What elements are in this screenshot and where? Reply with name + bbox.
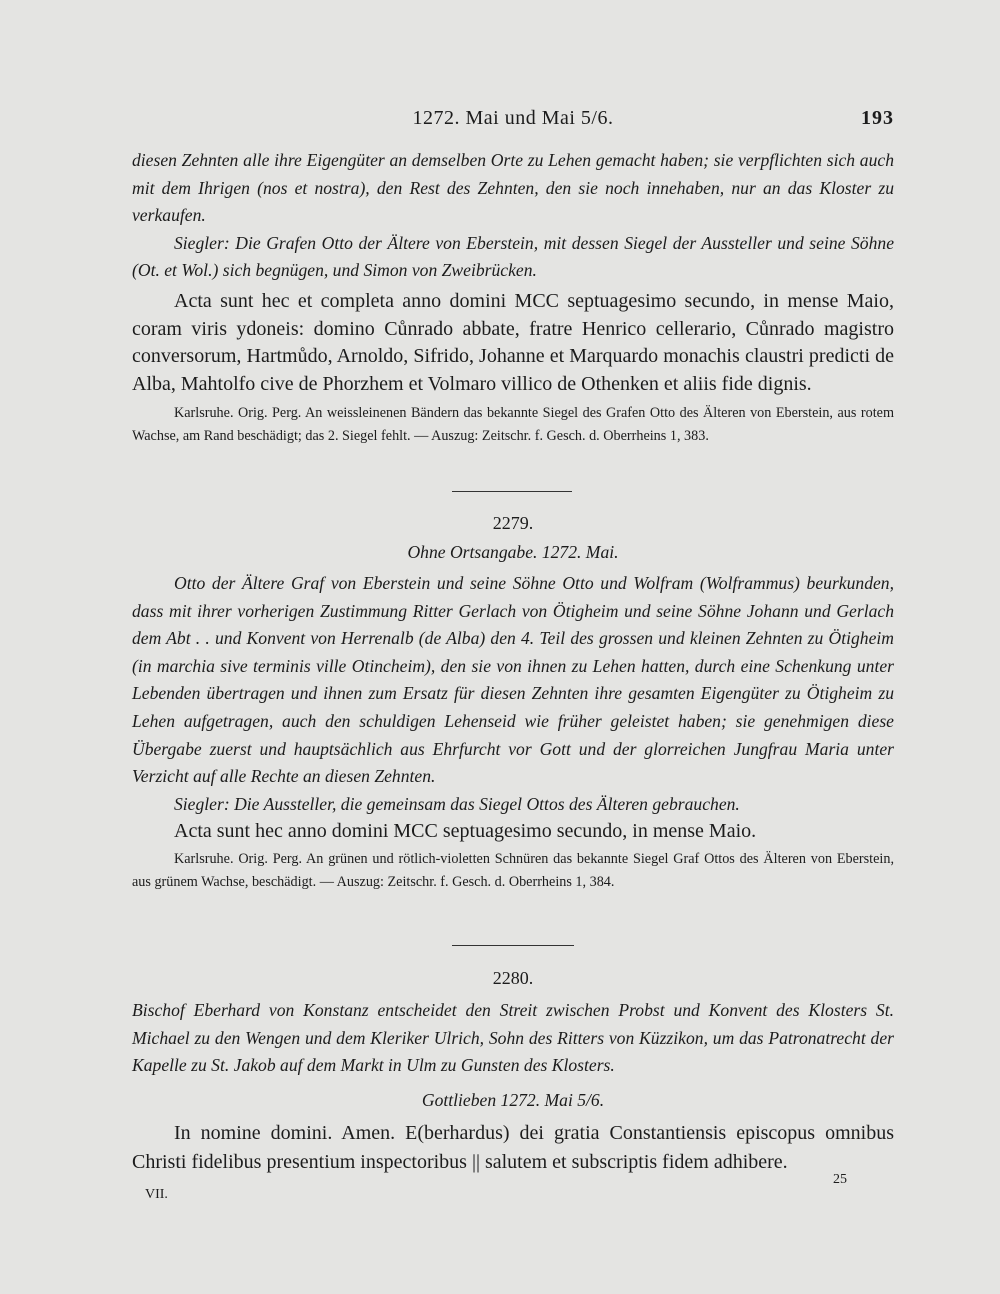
siegler-note: Siegler: Die Aussteller, die gemeinsam das Siegel Ottos des Älteren gebrauchen. (174, 793, 740, 814)
place-date: Gottlieben 1272. Mai 5/6. (421, 1089, 605, 1110)
regest: Bischof Eberhard von Konstanz entscheidet den Streit zwischen Probst und Konvent des Klosters St. Michael zu den Wengen und dem Kleriker Ulrich, Sohn des Ritters von Küzzikon, um das Patronatrecht der Kapelle zu St. Jakob auf dem Markt in Ulm zu Gunsten des Klosters. (132, 1000, 894, 1076)
source-note: Karlsruhe. Orig. Perg. An grünen und rötlich-violetten Schnüren das bekannte Siegel Graf Ottos des Älteren von Eberstein, aus grünem Wachse, beschädigt. — Auszug: Zeitschr. f. Gesch. d. Oberrheins 1, 384. (132, 851, 894, 891)
page-header (132, 107, 894, 133)
running-title: 1272. Mai und Mai 5/6. (412, 107, 614, 129)
source-note: Karlsruhe. Orig. Perg. An weissleinenen Bändern das bekannte Siegel des Grafen Otto des Älteren von Eberstein, aus rotem Wachse, am Rand beschädigt; das 2. Siegel fehlt. — Auszug: Zeitschr. f. Gesch. d. Oberrheins 1, 383. (132, 404, 894, 444)
separator-rule (452, 945, 574, 946)
previous-entry-continuation (132, 147, 894, 448)
entry-2279 (132, 513, 894, 894)
document-text: In nomine domini. Amen. E(berhardus) dei gratia Constantiensis episcopus omnibus Christi fidelibus presentium inspectoribus || salutem et subscriptis fidem adhibere. (132, 1121, 894, 1173)
entry-2280 (132, 968, 894, 1177)
page-number: 193 (861, 107, 894, 129)
entry-number: 2279. (492, 513, 534, 533)
volume-mark: VII. (145, 1187, 168, 1202)
entry-number: 2280. (492, 968, 534, 988)
separator-rule (452, 491, 572, 492)
regest-continuation: diesen Zehnten alle ihre Eigengüter an demselben Orte zu Lehen gemacht haben; sie verpflichten sich auch mit dem Ihrigen (nos et nostra), den Rest des Zehnten, den sie noch innehaben, nur an das Kloster zu verkaufen. (132, 150, 894, 226)
acta-text: Acta sunt hec et completa anno domini MCC septuagesimo secundo, in mense Maio, coram viris ydoneis: domino Cůnrado abbate, fratre Henrico cellerario, Cůnrado magistro conversorum, Hartmůdo, Arnoldo, Sifrido, Johanne et Marquardo monachis claustri predicti de Alba, Mahtolfo cive de Phorzhem et Volmaro villico de Othenken et aliis fide dignis. (132, 289, 894, 396)
acta-text: Acta sunt hec anno domini MCC septuagesimo secundo, in mense Maio. (174, 820, 757, 843)
place-date: Ohne Ortsangabe. 1272. Mai. (407, 542, 619, 562)
regest: Otto der Ältere Graf von Eberstein und seine Söhne Otto und Wolfram (Wolframmus) beurkunden, dass mit ihrer vorherigen Zustimmung Ritter Gerlach von Ötigheim und seine Söhne Johann und Gerlach dem Abt . . und Konvent von Herrenalb (de Alba) den 4. Teil des grossen und kleinen Zehnten zu Ötigheim (in marchia sive terminis ville Otincheim), den sie von ihnen zu Lehen hatten, durch eine Schenkung unter Lebenden übertragen und ihnen zum Ersatz für diesen Zehnten ihre gesamten Eigengüter zu Ötigheim zu Lehen aufgetragen, auch den schuldigen Lehenseid wie früher geleistet haben; sie genehmigen diese Übergabe zuerst und hauptsächlich aus Ehrfurcht vor Gott und der glorreichen Jungfrau Maria unter Verzicht auf alle Rechte an diesen Zehnten. (132, 573, 894, 787)
siegler-note: Siegler: Die Grafen Otto der Ältere von Eberstein, mit dessen Siegel der Aussteller und seine Söhne (Ot. et Wol.) sich begnügen, und Simon von Zweibrücken. (132, 232, 894, 281)
sheet-signature: 25 (833, 1172, 847, 1187)
